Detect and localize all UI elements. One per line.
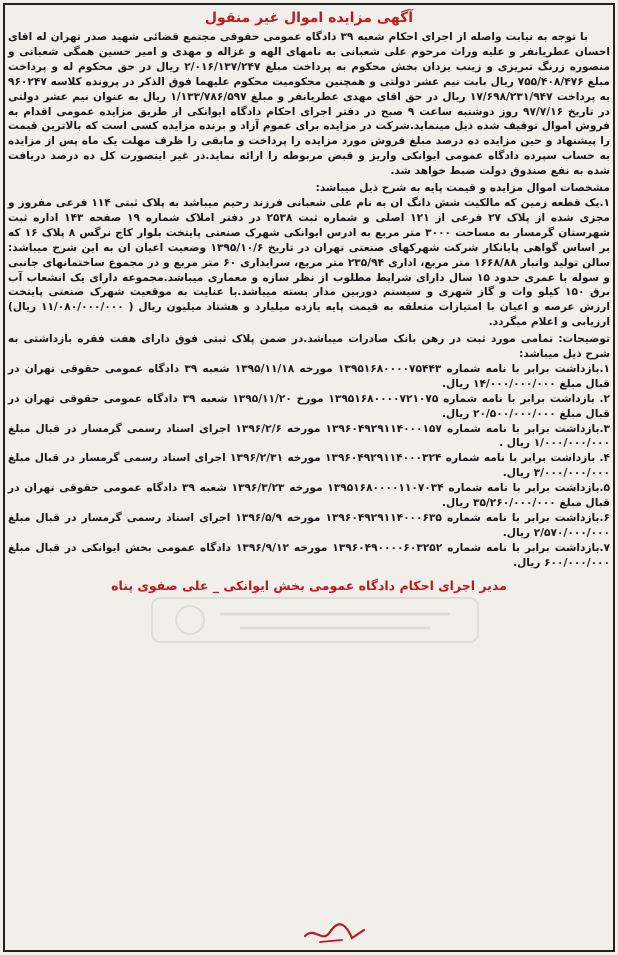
notes-paragraph: توضیحات: تمامی مورد ثبت در رهن بانک صادرات میباشد.در ضمن پلاک ثبتی فوق دارای هفت فقره بازداشتی به شرح ذیل میباشد: <box>8 333 610 361</box>
signature-line: مدیر اجرای احکام دادگاه عمومی بخش ایوانکی _ علی صفوی پناه <box>111 577 507 593</box>
seizure-item: ۷.بازداشت برابر با نامه شماره ۱۳۹۶۰۴۹۰۰۰۰۶۰۳۲۵۲ مورخه ۱۳۹۶/۹/۱۲ دادگاه عمومی بخش ایوانکی در قبال مبلغ ۶۰۰/۰۰۰/۰۰۰ ریال. <box>8 541 610 569</box>
seizure-item: ۴. بازداشت برابر با نامه شماره ۱۳۹۶۰۴۹۲۹۱۱۴۰۰۰۳۲۴ مورخه ۱۳۹۶/۲/۳۱ اجرای اسناد رسمی گرمسار در قبال مبلغ ۳/۰۰۰/۰۰۰/۰۰۰ ریال. <box>8 452 610 480</box>
seizure-item: ۵.بازداشت برابر با نامه شماره ۱۳۹۵۱۶۸۰۰۰۰۱۱۰۷۰۳۴ مورخه ۱۳۹۶/۳/۲۳ شعبه ۳۹ دادگاه عمومی حقوقی تهران در قبال مبلغ ۳۵/۲۶۰/۰۰۰/۰۰۰ ریال. <box>8 482 610 510</box>
seizure-item: ۲. بازداشت برابر با نامه شماره ۱۳۹۵۱۶۸۰۰۰۰۷۲۱۰۷۵ مورخ ۱۳۹۵/۱۱/۲۰ شعبه ۳۹ دادگاه عمومی حقوقی تهران در قبال مبلغ ۲۰/۵۰۰/۰۰۰/۰۰۰ ریال. <box>8 392 611 420</box>
seizure-item: ۱.بازداشت برابر با نامه شماره ۱۳۹۵۱۶۸۰۰۰۰۷۵۴۴۳ مورخه ۱۳۹۵/۱۱/۱۸ شعبه ۳۹ دادگاه عمومی حقوقی تهران در قبال مبلغ ۱۴/۰۰۰/۰۰۰/۰۰۰ ریال. <box>8 362 610 390</box>
intro-paragraph: با توجه به نیابت واصله از اجرای احکام شعبه ۳۹ دادگاه عمومی حقوقی مجتمع قضائی شهید صدر تهران له اقای احسان عطریانفر و علیه وراث مرحوم علی شعبانی به نامهای الهه و غزاله و مهدی و امیر حسین همگی شعبانی و منصوره زرنگ تبریزی و زینب یزدان بخش محکوم به پرداخت مبلغ ۲/۰۱۶/۱۳۷/۲۴۷ ریال در حق محکوم له و پرداخت مبلغ ۷۵۵/۴۰۸/۴۷۶ ریال بابت نیم عشر دولتی و همچنین محکومیت محکوم علیهما فوق الذکر در پرونده کلاسه ۹۶۰۲۴۷ به پرداخت ۱۷/۶۹۸/۲۳۱/۹۴۷ ریال در حق اقای مهدی عطریانفر و مبلغ ۱/۱۳۳/۷۸۶/۵۹۷ ریال به عنوان نیم عشر دولتی در تاریخ ۹۷/۷/۱۶ روز دوشنبه ساعت ۹ صبح در دفتر اجرای احکام دادگاه ایوانکی از طریق مزایده عمومی اقدام به فروش اموال توقیف شده ذیل مینماید.شرکت در مزایده برای عموم آزاد و برنده مزایده کسی است که بالاترین قیمت را پیشنهاد و حین مزایده ده درصد مبلغ فروش مورد مزایده را پرداخت و مابقی را ظرف مهلت یک ماه پس از مزایده به حساب سپرده دادگاه عمومی ایوانکی واریز و قبض مربوطه را ارائه نماید.در غیر اینصورت کل ده درصد دریافت شده به نفع صندوق دولت ضبط خواهد شد. <box>8 31 611 178</box>
property-item: ۱.یک قطعه زمین که مالکیت شش دانگ ان به نام علی شعبانی فرزند رحیم میباشد به پلاک ثبتی ۱۱۴ فرعی مفروز و مجزی شده از پلاک ۲۷ فرعی از ۱۲۱ اصلی و شماره ثبت ۲۵۳۸ در دفتر املاک شماره ۱۹ صفحه ۱۴۳ اداره ثبت شهرستان گرمسار به مساحت ۳۰۰۰ متر مربع به ادرس ایوانکی شهرک صنعتی پایتخت بلوار کاج نرگس ۸ پلاک ۱۶ که بر اساس گواهی پایانکار شرکت شهرکهای صنعتی تهران در تاریخ ۱۳۹۵/۱۰/۶ وضعیت اعیان ان به این شرح میباشد: سالن تولید وانبار ۱۶۶۸/۸۸ متر مربع، اداری ۲۳۵/۹۴ متر مربع، سرایداری ۶۰ متر مربع و در مجموع ساختمانهای جانبی و سوله با عمری حدود ۱۵ سال دارای شرایط مطلوب از نظر سازه و معماری میباشد.مجموعه دارای یک انشعاب آب برق ۱۵۰ کیلو وات و گاز شهری و سیستم دوربین مدار بسته میباشد.با عنایت به موقعیت شهرک صنعتی پایتخت ارزش عرصه و اعیان با امتیازات متعلقه به قیمت پایه یازده میلیارد و هشتاد میلیون ریال ( ۱۱/۰۸۰/۰۰۰/۰۰۰ ریال) ارزیابی و اعلام میگردد. <box>8 196 611 329</box>
seizure-item: ۶.بازداشت برابر با نامه شماره ۱۳۹۶۰۴۹۲۹۱۱۴۰۰۰۶۳۵ مورخه ۱۳۹۶/۵/۹ اجرای اسناد رسمی گرمسار در قبال مبلغ ۲/۵۷۰/۰۰۰/۰۰۰ ریال. <box>8 512 611 539</box>
watermark-logo <box>150 590 480 650</box>
handwritten-signature <box>300 918 370 948</box>
notice-title: آگهی مزایده اموال غیر منقول <box>204 10 414 26</box>
seizure-item: ۳.بازداشت برابر با نامه شماره ۱۳۹۶۰۴۹۲۹۱۱۴۰۰۰۱۵۷ مورخه ۱۳۹۶/۲/۶ اجرای اسناد رسمی گرمسار در قبال مبلغ ۱/۰۰۰/۰۰۰/۰۰۰ ریال . <box>8 422 611 450</box>
seizure-list <box>8 362 610 571</box>
specs-heading: مشخصات اموال مزایده و قیمت پایه به شرح ذیل میباشد: <box>315 182 610 195</box>
